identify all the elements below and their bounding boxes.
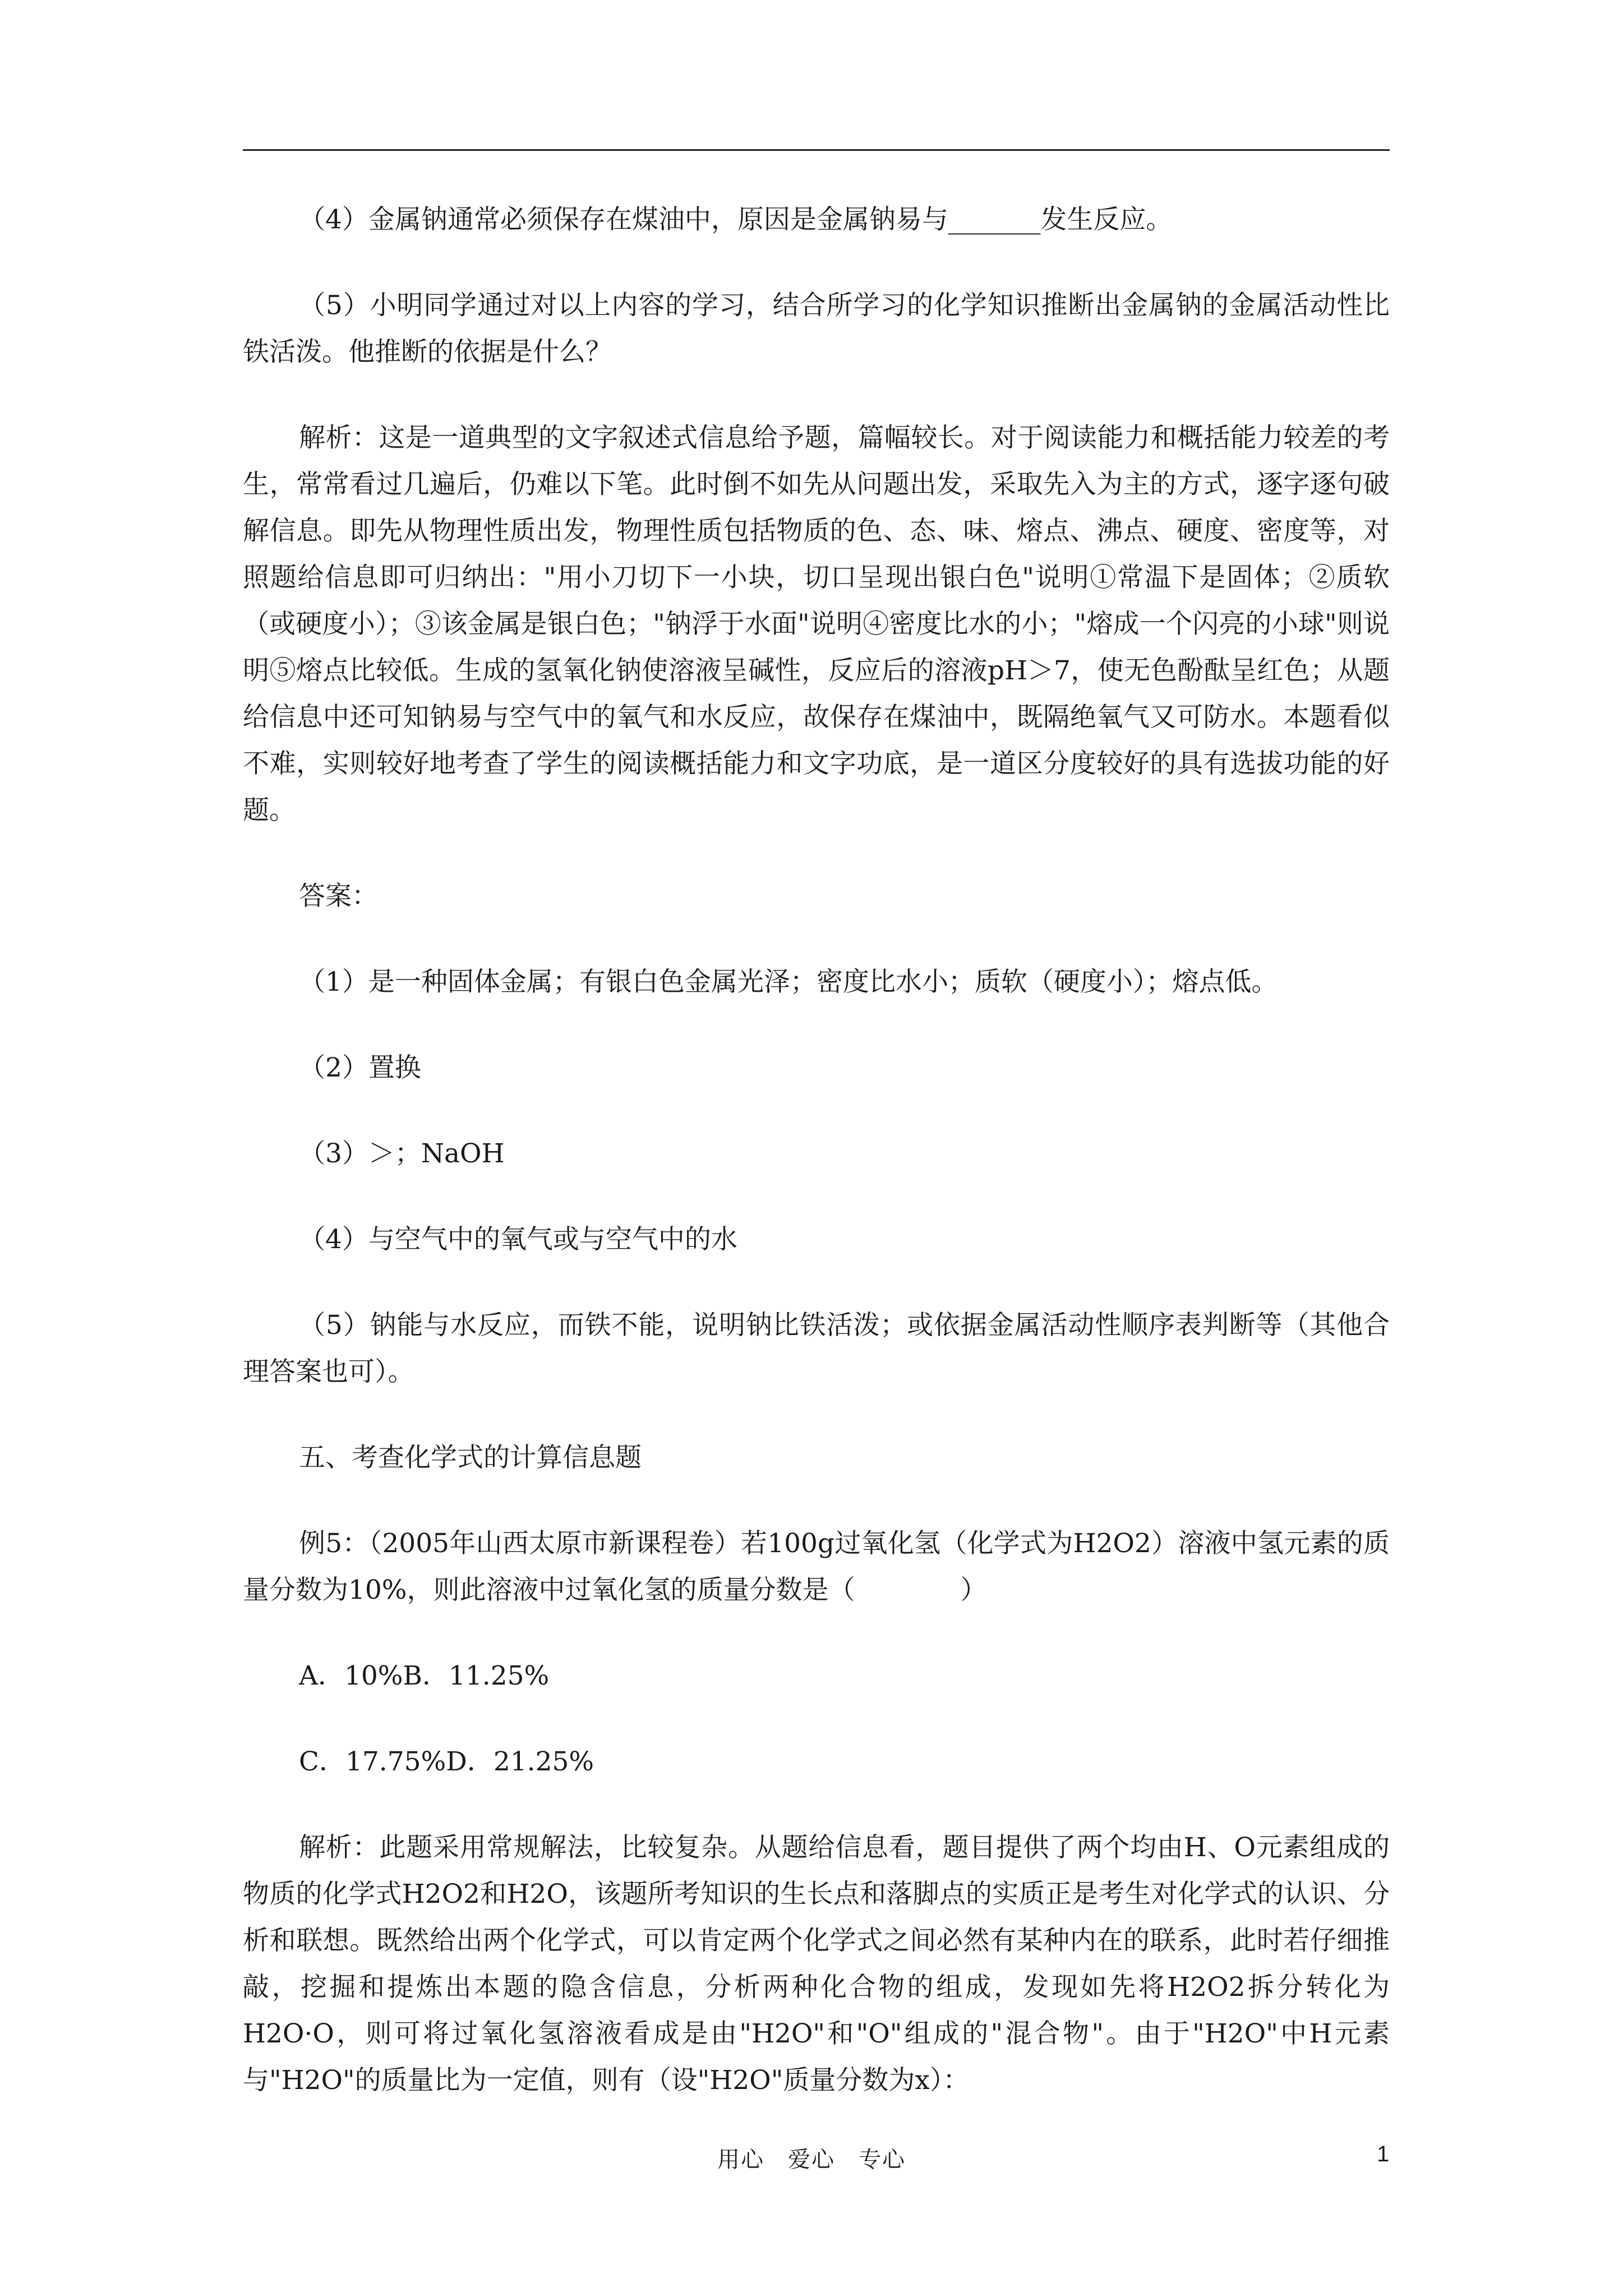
- answer-3: （3）＞；NaOH: [299, 1138, 505, 1169]
- answer-4: （4）与空气中的氧气或与空气中的水: [299, 1224, 737, 1255]
- analysis-paragraph: 解析：这是一道典型的文字叙述式信息给予题，篇幅较长。对于阅读能力和概括能力较差的考生，常常看过几遍后，仍难以下笔。此时倒不如先从问题出发，采取先入为主的方式，逐字逐句破解信息。即先从物理性质出发，物理性质包括物质的色、态、味、熔点、沸点、硬度、密度等，对照题给信息即可归纳出："用小刀切下一小块，切口呈现出银白色"说明①常温下是固体；②质软（或硬度小）；③该金属是银白色；"钠浮于水面"说明④密度比水的小；"熔成一个闪亮的小球"则说明⑤熔点比较低。生成的氢氧化钠使溶液呈碱性，反应后的溶液pH＞7，使无色酚酞呈红色；从题给信息中还可知钠易与空气中的氧气和水反应，故保存在煤油中，既隔绝氧气又可防水。本题看似不难，实则较好地考查了学生的阅读概括能力和文字功底，是一道区分度较好的具有选拔功能的好题。: [243, 422, 1390, 826]
- page-number: 1: [1377, 2142, 1390, 2166]
- question-4: （4）金属钠通常必须保存在煤油中，原因是金属钠易与_______发生反应。: [299, 204, 1173, 235]
- option-a-b: A．10%B．11.25%: [299, 1660, 550, 1691]
- option-c-d: C．17.75%D．21.25%: [299, 1746, 594, 1777]
- footer-motto: 用心 爱心 专心: [717, 2147, 906, 2173]
- document-body: [243, 196, 1390, 2104]
- example-5-question: 例5：（2005年山西太原市新课程卷）若100g过氧化氢（化学式为H2O2）溶液中氢元素的质量分数为10%，则此溶液中过氧化氢的质量分数是（ ）: [243, 1528, 1390, 1605]
- answer-heading: 答案：: [299, 881, 378, 912]
- example-5-analysis: 解析：此题采用常规解法，比较复杂。从题给信息看，题目提供了两个均由H、O元素组成的物质的化学式H2O2和H2O，该题所考知识的生长点和落脚点的实质正是考生对化学式的认识、分析和联想。既然给出两个化学式，可以肯定两个化学式之间必然有某种内在的联系，此时若仔细推敲，挖掘和提炼出本题的隐含信息，分析两种化合物的组成，发现如先将H2O2拆分转化为H2O·O，则可将过氧化氢溶液看成是由"H2O"和"O"组成的"混合物"。由于"H2O"中H元素与"H2O"的质量比为一定值，则有（设"H2O"质量分数为x）：: [243, 1832, 1390, 2096]
- section-heading: 五、考查化学式的计算信息题: [299, 1442, 642, 1473]
- page-footer: [0, 2142, 1623, 2175]
- answer-5: （5）钠能与水反应，而铁不能，说明钠比铁活泼；或依据金属活动性顺序表判断等（其他合理答案也可）。: [243, 1310, 1390, 1387]
- answer-2: （2）置换: [299, 1052, 421, 1083]
- header-rule: [243, 149, 1390, 151]
- question-5: （5）小明同学通过对以上内容的学习，结合所学习的化学知识推断出金属钠的金属活动性比铁活泼。他推断的依据是什么？: [243, 290, 1390, 367]
- answer-1: （1）是一种固体金属；有银白色金属光泽；密度比水小；质软（硬度小）；熔点低。: [299, 967, 1278, 997]
